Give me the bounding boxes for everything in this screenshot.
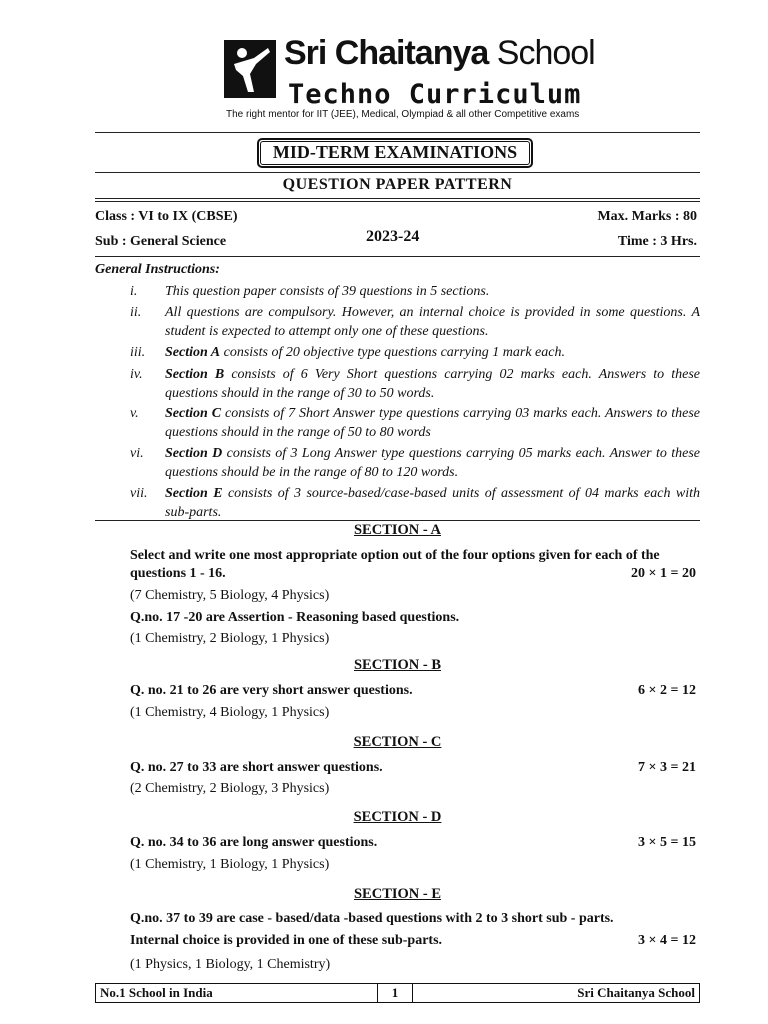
pattern-divider-top xyxy=(95,172,700,173)
meta-divider xyxy=(95,256,700,257)
exam-time: Time : 3 Hrs. xyxy=(617,234,697,249)
section-a-question-line-2: questions 1 - 16. 20 × 1 = 20 xyxy=(130,566,696,581)
instruction-item: iii. Section A consists of 20 objective type questions carrying 1 mark each. xyxy=(130,345,565,360)
section-c-marks: 7 × 3 = 21 xyxy=(638,760,696,775)
section-a-marks: 20 × 1 = 20 xyxy=(631,566,696,581)
footer-school-name: Sri Chaitanya School xyxy=(577,985,695,1000)
page-number: 1 xyxy=(391,985,399,1000)
school-name: Sri Chaitanya School xyxy=(284,34,595,72)
curriculum-name: Techno Curriculum xyxy=(288,79,582,110)
section-e-title: SECTION - E xyxy=(353,886,442,902)
section-e-question-line-1: Q.no. 37 to 39 are case - based/data -based questions with 2 to 3 short sub - parts. xyxy=(130,911,614,926)
page-footer xyxy=(95,983,700,1003)
instruction-item: iv. Section B consists of 6 Very Short questions carrying 02 marks each. Answers to these questions should in the range of 30 to 50 words. xyxy=(130,367,700,401)
section-e-marks: 3 × 4 = 12 xyxy=(638,933,696,948)
footer-tagline: No.1 School in India xyxy=(100,985,213,1000)
section-a-question-line-1: Select and write one most appropriate option out of the four options given for each of the xyxy=(130,548,660,563)
class-info: Class : VI to IX (CBSE) xyxy=(95,209,238,224)
instruction-number: ii. xyxy=(130,305,142,320)
instruction-number: iv. xyxy=(130,367,143,382)
max-marks: Max. Marks : 80 xyxy=(597,209,697,224)
section-d-question: Q. no. 34 to 36 are long answer questions. 3 × 5 = 15 xyxy=(130,835,696,850)
footer-divider xyxy=(412,984,413,1002)
section-a-assertion-line: Q.no. 17 -20 are Assertion - Reasoning based questions. xyxy=(130,610,460,625)
instruction-number: v. xyxy=(130,406,139,421)
pattern-divider-bottom-1 xyxy=(95,198,700,199)
section-d-distribution: (1 Chemistry, 1 Biology, 1 Physics) xyxy=(130,857,330,872)
section-c-question: Q. no. 27 to 33 are short answer questions. 7 × 3 = 21 xyxy=(130,760,696,775)
section-a-title: SECTION - A xyxy=(353,522,442,538)
section-a-distribution: (7 Chemistry, 5 Biology, 4 Physics) xyxy=(130,588,330,603)
academic-year: 2023-24 xyxy=(366,228,420,245)
section-d-title: SECTION - D xyxy=(353,809,442,825)
section-b-marks: 6 × 2 = 12 xyxy=(638,683,696,698)
pattern-title: QUESTION PAPER PATTERN xyxy=(282,176,513,193)
section-e-distribution: (1 Physics, 1 Biology, 1 Chemistry) xyxy=(130,957,331,972)
instruction-item: v. Section C consists of 7 Short Answer type questions carrying 03 marks each. Answers to these questions should in the range of 50 to 80 words xyxy=(130,406,700,440)
header-divider xyxy=(95,132,700,133)
instructions-divider xyxy=(95,520,700,521)
instruction-number: vii. xyxy=(130,486,148,501)
section-b-title: SECTION - B xyxy=(353,657,442,673)
instruction-item: ii. All questions are compulsory. However, an internal choice is provided in some questions. A student is expected to attempt only one of these questions. xyxy=(130,305,700,339)
instructions-heading: General Instructions: xyxy=(95,262,220,277)
instruction-item: vii. Section E consists of 3 source-based/case-based units of assessment of 04 marks each with sub-parts. xyxy=(130,486,700,520)
section-e-question-line-2: Internal choice is provided in one of these sub-parts. 3 × 4 = 12 xyxy=(130,933,696,948)
instruction-number: iii. xyxy=(130,345,146,360)
section-a-assertion-distribution: (1 Chemistry, 2 Biology, 1 Physics) xyxy=(130,631,330,646)
instruction-item: vi. Section D consists of 3 Long Answer type questions carrying 05 marks each. Answer to these questions should be in the range of 80 to 120 words. xyxy=(130,446,700,480)
school-logo-icon xyxy=(224,40,276,98)
section-b-distribution: (1 Chemistry, 4 Biology, 1 Physics) xyxy=(130,705,330,720)
instruction-number: vi. xyxy=(130,446,144,461)
subject-info: Sub : General Science xyxy=(95,234,227,249)
section-c-distribution: (2 Chemistry, 2 Biology, 3 Physics) xyxy=(130,781,330,796)
section-c-title: SECTION - C xyxy=(353,734,442,750)
instruction-number: i. xyxy=(130,284,138,299)
section-d-marks: 3 × 5 = 15 xyxy=(638,835,696,850)
school-tagline: The right mentor for IIT (JEE), Medical, Olympiad & all other Competitive exams xyxy=(226,109,580,120)
instruction-item: i. This question paper consists of 39 questions in 5 sections. xyxy=(130,284,490,299)
exam-title: MID-TERM EXAMINATIONS xyxy=(272,142,518,162)
section-b-question: Q. no. 21 to 26 are very short answer questions. 6 × 2 = 12 xyxy=(130,683,696,698)
pattern-divider-bottom-2 xyxy=(95,201,700,202)
